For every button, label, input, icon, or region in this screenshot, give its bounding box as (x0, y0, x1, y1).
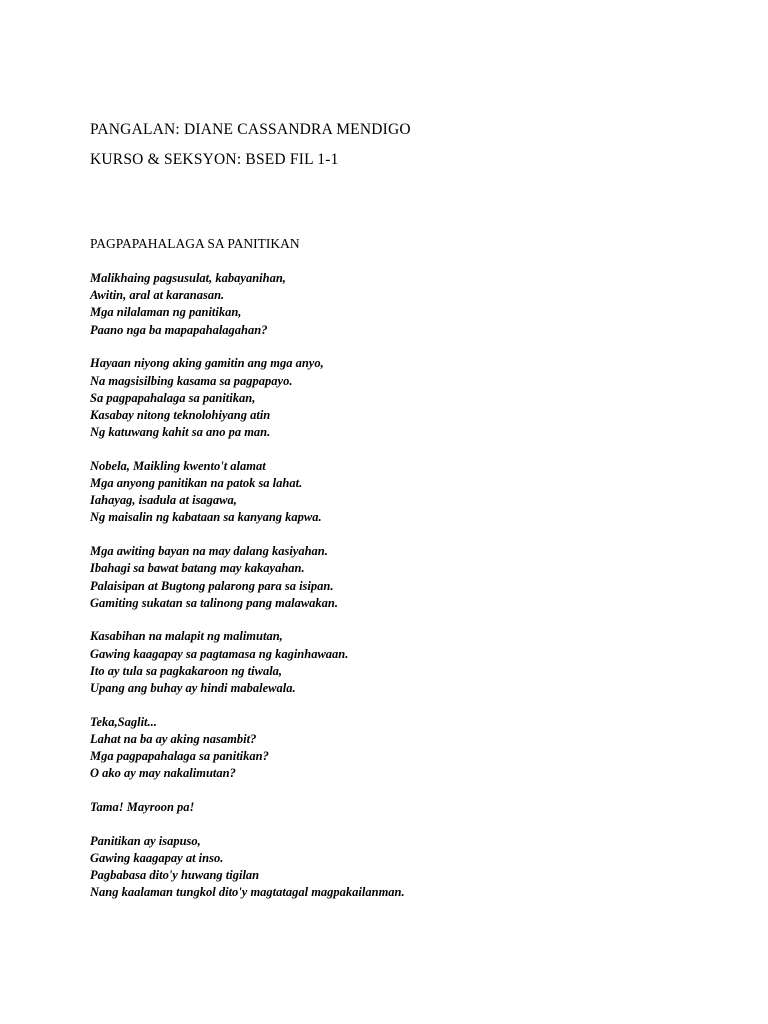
stanza-3 (90, 458, 690, 527)
poem-line: Kasabay nitong teknolohiyang atin (90, 407, 271, 422)
stanza-6 (90, 714, 690, 783)
poem-body (90, 270, 690, 918)
poem-line: Panitikan ay isapuso, (90, 833, 201, 848)
stanza-1 (90, 270, 690, 339)
name-line: PANGALAN: DIANE CASSANDRA MENDIGO (90, 121, 411, 138)
poem-line: Hayaan niyong aking gamitin ang mga anyo, (90, 356, 324, 371)
stanza-5 (90, 628, 690, 697)
poem-line: Ng katuwang kahit sa ano pa man. (90, 425, 271, 440)
poem-line: Malikhaing pagsusulat, kabayanihan, (90, 271, 286, 285)
poem-line: O ako ay may nakalimutan? (90, 766, 236, 781)
poem-line: Mga anyong panitikan na patok sa lahat. (90, 476, 303, 491)
course-section-line: KURSO & SEKSYON: BSED FIL 1-1 (90, 151, 339, 168)
poem-line: Gawing kaagapay sa pagtamasa ng kaginhawaan. (90, 646, 349, 661)
stanza-8 (90, 833, 690, 902)
poem-line: Sa pagpapahalaga sa panitikan, (90, 390, 256, 405)
poem-line: Pagbabasa dito'y huwang tigilan (90, 868, 260, 883)
poem-line: Teka,Saglit... (90, 714, 157, 729)
poem-line: Paano nga ba mapapahalagahan? (90, 322, 268, 337)
poem-line: Palaisipan at Bugtong palarong para sa isipan. (90, 578, 334, 593)
poem-line: Lahat na ba ay aking nasambit? (90, 731, 257, 746)
poem-line: Mga awiting bayan na may dalang kasiyahan. (90, 544, 328, 559)
poem-line: Na magsisilbing kasama sa pagpapayo. (90, 373, 293, 388)
stanza-2 (90, 355, 690, 441)
poem-line: Gawing kaagapay at inso. (90, 850, 224, 865)
poem-line: Ng maisalin ng kabataan sa kanyang kapwa. (90, 510, 322, 525)
stanza-7 (90, 799, 690, 816)
poem-line: Ito ay tula sa pagkakaroon ng tiwala, (90, 663, 283, 678)
poem-line: Nobela, Maikling kwento't alamat (90, 458, 266, 473)
poem-line: Iahayag, isadula at isagawa, (90, 493, 237, 508)
poem-line: Mga nilalaman ng panitikan, (90, 305, 242, 320)
poem-line: Gamiting sukatan sa talinong pang malawakan. (90, 595, 338, 610)
poem-line: Ibahagi sa bawat batang may kakayahan. (90, 561, 305, 576)
poem-title: PAGPAPAHALAGA SA PANITIKAN (90, 236, 300, 251)
poem-line: Mga pagpapahalaga sa panitikan? (90, 749, 269, 764)
poem-line: Upang ang buhay ay hindi mabalewala. (90, 681, 296, 696)
poem-line: Awitin, aral at karanasan. (90, 288, 225, 303)
poem-line: Nang kaalaman tungkol dito'y magtatagal magpakailanman. (90, 885, 405, 900)
stanza-4 (90, 543, 690, 612)
poem-line: Kasabihan na malapit ng malimutan, (90, 629, 283, 644)
poem-line: Tama! Mayroon pa! (90, 800, 195, 815)
